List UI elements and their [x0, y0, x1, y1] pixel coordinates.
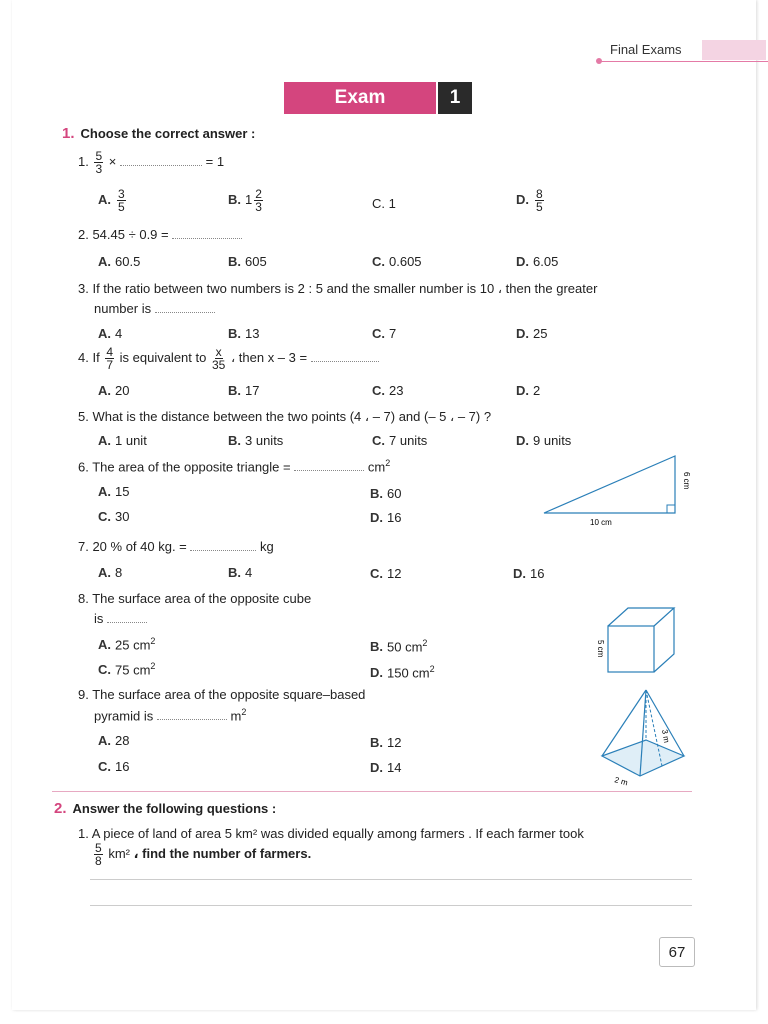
q4-option-c[interactable]: C. 23 [372, 383, 404, 398]
q2-option-b[interactable]: B. 605 [228, 254, 267, 269]
pyramid-base [602, 740, 684, 776]
question-8-line2: is [94, 611, 147, 626]
cube-front-face [608, 626, 654, 672]
q5-option-d[interactable]: D. 9 units [516, 433, 572, 448]
question-4: 4. If $\frac{4}{7}$ is equivalent to $\frac{x}{35}$ ، then x – 3 = [78, 346, 379, 371]
cube-side-label: 5 cm [596, 640, 605, 658]
header-accent-block [702, 40, 766, 60]
question-9-line2: pyramid is $m^2$ [94, 707, 247, 724]
q6-option-a[interactable]: A. 15 [98, 484, 130, 499]
cube-figure [590, 604, 690, 678]
q5-option-a[interactable]: A. 1 unit [98, 433, 147, 448]
q7-option-a[interactable]: A. 8 [98, 565, 123, 580]
triangle-height-label: 6 cm [682, 472, 691, 490]
question-5: 5. What is the distance between the two points (4 ، – 7) and (– 5 ، – 7) ? [78, 409, 492, 424]
question-6: 6. The area of the opposite triangle = $cm^2$ [78, 458, 391, 475]
pyramid-base-label: 2 m [613, 775, 629, 788]
header-dot [596, 58, 602, 64]
q2-blank[interactable] [172, 238, 242, 239]
question-3-line1: 3. If the ratio between two numbers is 2 : 5 and the smaller number is 10 ، then the greater [78, 281, 598, 296]
q1-blank[interactable] [120, 165, 202, 166]
q5-option-c[interactable]: C. 7 units [372, 433, 428, 448]
q9-option-d[interactable]: D. 14 [370, 760, 402, 775]
q4-option-d[interactable]: D. 2 [516, 383, 541, 398]
cube-top-face [608, 608, 674, 626]
page-number: 67 [659, 937, 695, 967]
q9-option-b[interactable]: B. 12 [370, 735, 402, 750]
section2-number: 2. [54, 800, 67, 817]
q7-option-b[interactable]: B. 4 [228, 565, 253, 580]
q6-option-b[interactable]: B. 60 [370, 486, 402, 501]
q9-option-a[interactable]: A. 28 [98, 733, 130, 748]
q1-option-d[interactable]: D. $\frac{8}{5}$ [516, 187, 543, 214]
q3-option-d[interactable]: D. 25 [516, 326, 548, 341]
question-2: 2. 54.45 ÷ 0.9 = [78, 227, 242, 242]
q2-option-c[interactable]: C. 0.605 [372, 254, 422, 269]
q1-option-c[interactable]: C. 1 [372, 196, 396, 211]
section1-number: 1. [62, 125, 75, 142]
q1-option-b[interactable]: B. 1 $\frac{2}{3}$ [228, 187, 262, 214]
q9-option-c[interactable]: C. 16 [98, 759, 130, 774]
header-label: Final Exams [610, 42, 682, 57]
exam-number-badge: 1 [438, 82, 472, 114]
section1-heading [62, 125, 255, 142]
q2-option-d[interactable]: D. 6.05 [516, 254, 559, 269]
q4-option-a[interactable]: A. 20 [98, 383, 130, 398]
q7-blank[interactable] [190, 550, 256, 551]
pyramid-figure [592, 684, 696, 788]
q3-blank[interactable] [155, 312, 215, 313]
q1-times: × [108, 153, 117, 169]
header-underline [598, 61, 768, 62]
question-8-line1: 8. The surface area of the opposite cube [78, 591, 312, 606]
q6-option-c[interactable]: C. 30 [98, 509, 130, 524]
triangle-base-label: 10 cm [590, 518, 612, 527]
q4-blank[interactable] [311, 361, 379, 362]
q1-fraction: $\frac{5}{3}$ [95, 149, 103, 176]
answer-line-1[interactable] [90, 879, 692, 880]
section1-title: Choose the correct answer : [80, 126, 256, 141]
exam-title-badge: Exam [284, 82, 436, 114]
q8-blank[interactable] [107, 622, 147, 623]
q8-option-a[interactable]: A. 25 $cm^2$ [98, 636, 156, 653]
triangle-shape [544, 456, 675, 513]
question-3-line2: number is [94, 301, 215, 316]
q1-option-a[interactable]: A. $\frac{3}{5}$ [98, 187, 125, 214]
q7-option-c[interactable]: C. 12 [370, 566, 402, 581]
q2-option-a[interactable]: A. 60.5 [98, 254, 141, 269]
q8-option-b[interactable]: B. 50 $cm^2$ [370, 638, 428, 655]
q6-blank[interactable] [294, 470, 364, 471]
section-divider [52, 791, 692, 792]
pyramid-height-label: 3 m [660, 728, 672, 744]
q1-number: 1. [78, 153, 89, 169]
q3-option-b[interactable]: B. 13 [228, 326, 260, 341]
q5-option-b[interactable]: B. 3 units [228, 433, 284, 448]
question-7: 7. 20 % of 40 kg. = kg [78, 539, 274, 554]
question-1 [78, 150, 224, 175]
q4-option-b[interactable]: B. 17 [228, 383, 260, 398]
question-9-line1: 9. The surface area of the opposite square–based [78, 687, 366, 702]
section2-heading [54, 800, 276, 817]
q6-option-d[interactable]: D. 16 [370, 510, 402, 525]
problem-1-line1: 1. A piece of land of area 5 km² was divided equally among farmers . If each farmer took [78, 826, 584, 841]
section2-title: Answer the following questions : [72, 801, 277, 816]
q8-option-d[interactable]: D. 150 $cm^2$ [370, 664, 435, 681]
problem-1-line2: $\frac{5}{8}$ km² ، find the number of farmers. [95, 841, 312, 868]
exam-page [12, 0, 756, 1010]
q3-option-a[interactable]: A. 4 [98, 326, 123, 341]
right-angle-mark [667, 505, 675, 513]
q8-option-c[interactable]: C. 75 $cm^2$ [98, 661, 156, 678]
q7-option-d[interactable]: D. 16 [513, 566, 545, 581]
triangle-figure [532, 448, 692, 530]
answer-line-2[interactable] [90, 905, 692, 906]
q3-option-c[interactable]: C. 7 [372, 326, 397, 341]
q1-rhs: = 1 [205, 153, 225, 169]
q9-blank[interactable] [157, 719, 227, 720]
